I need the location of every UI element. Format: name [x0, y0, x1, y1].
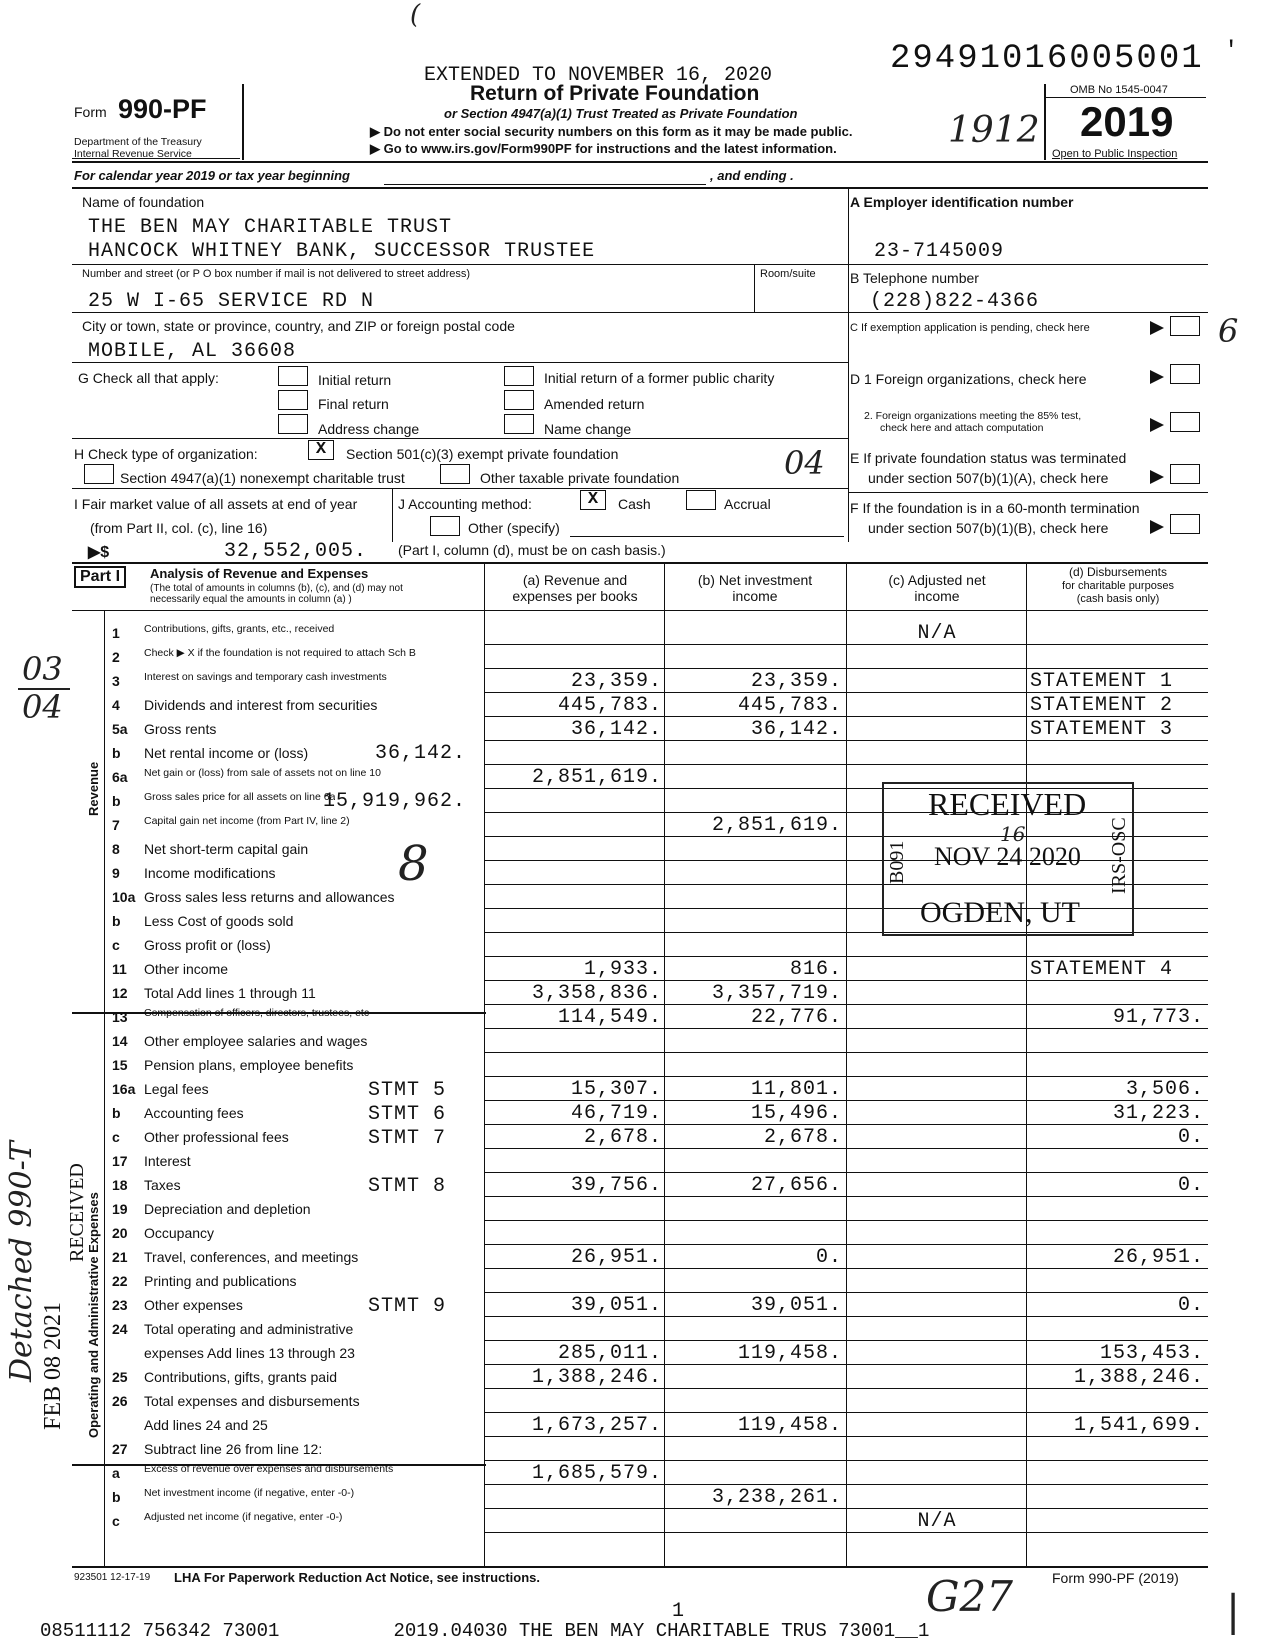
row-divider: [484, 740, 1208, 741]
line-label: Accounting fees: [144, 1105, 244, 1121]
line-number: 17: [112, 1153, 128, 1169]
line-label: Taxes: [144, 1177, 181, 1193]
line-label: Subtract line 26 from line 12:: [144, 1441, 323, 1457]
col-d-amount: 0.: [1177, 1294, 1204, 1317]
received-side-stamp: RECEIVED: [66, 1163, 88, 1262]
part-i-subtitle-1: (The total of amounts in columns (b), (c), and (d) may not: [150, 583, 403, 594]
col-b-amount: 0.: [815, 1246, 842, 1269]
extension-note: EXTENDED TO NOVEMBER 16, 2020: [424, 64, 773, 87]
city-label: City or town, state or province, country, and ZIP or foreign postal code: [82, 318, 515, 334]
col-b-amount: 816.: [789, 958, 842, 981]
4947-trust-checkbox[interactable]: [84, 464, 114, 484]
line-number: 25: [112, 1369, 128, 1385]
line-label: Check ▶ X if the foundation is not required to attach Sch B: [144, 647, 416, 659]
stamp-day: 16: [1000, 822, 1026, 846]
col-b-amount: 36,142.: [750, 718, 842, 741]
col-a-amount: 39,756.: [570, 1174, 662, 1197]
col-b-amount: 2,678.: [763, 1126, 842, 1149]
row-divider: [484, 1388, 1208, 1389]
row-divider: [484, 1484, 1208, 1485]
line-number: 9: [112, 865, 120, 881]
col-a-amount: 46,719.: [570, 1102, 662, 1125]
row-divider: [484, 1172, 1208, 1173]
col-a-amount: 1,685,579.: [531, 1462, 662, 1485]
col-d-amount: 153,453.: [1099, 1342, 1204, 1365]
row-divider: [484, 1532, 1208, 1533]
tax-year: 2019: [1080, 98, 1174, 145]
col-b-amount: 3,238,261.: [711, 1486, 842, 1509]
accrual-checkbox[interactable]: [686, 490, 716, 510]
line-number: 4: [112, 697, 120, 713]
i-label-b: (from Part II, col. (c), line 16): [90, 520, 268, 536]
stamp-right-code: IRS-OSC: [1108, 817, 1130, 894]
col-b-amount: 445,783.: [737, 694, 842, 717]
line-number: c: [112, 937, 120, 953]
dln-suffix: ': [1224, 38, 1239, 65]
f-label-a: F If the foundation is in a 60-month termination: [850, 500, 1140, 516]
street-address: 25 W I-65 SERVICE RD N: [88, 290, 375, 313]
line-label: Legal fees: [144, 1081, 209, 1097]
line-number: 21: [112, 1249, 128, 1265]
foundation-name-1: THE BEN MAY CHARITABLE TRUST: [88, 216, 453, 239]
dln-number: 29491016005001: [890, 40, 1204, 78]
line-label: Other expenses: [144, 1297, 243, 1313]
row-divider: [484, 1268, 1208, 1269]
form-title: Return of Private Foundation: [470, 82, 760, 105]
col-b-amount: 119,458.: [737, 1342, 842, 1365]
amended-return-checkbox[interactable]: [504, 390, 534, 410]
col-a-amount: 2,678.: [583, 1126, 662, 1149]
row-divider: [484, 1292, 1208, 1293]
line-label: Pension plans, employee benefits: [144, 1057, 354, 1073]
form-reference: Form 990-PF (2019): [1052, 1570, 1179, 1586]
statement-ref: STMT 6: [368, 1103, 447, 1126]
section-g-label: G Check all that apply:: [78, 370, 219, 386]
cash-basis-note: (Part I, column (d), must be on cash basis.): [398, 542, 666, 558]
filing-footer-line: 08511112 756342 73001 2019.04030 THE BEN MAY CHARITABLE TRUS 73001__1: [40, 1620, 930, 1642]
phone-label: B Telephone number: [850, 270, 979, 286]
line-number: 19: [112, 1201, 128, 1217]
line-number: 7: [112, 817, 120, 833]
col-d-amount: 1,388,246.: [1073, 1366, 1204, 1389]
line-number: 18: [112, 1177, 128, 1193]
amended-return-label: Amended return: [544, 396, 645, 412]
col-a-amount: 36,142.: [570, 718, 662, 741]
line-number: 26: [112, 1393, 128, 1409]
row-divider: [484, 1124, 1208, 1125]
inline-amount: 36,142.: [374, 742, 466, 765]
row-divider: [484, 1412, 1208, 1413]
address-change-checkbox[interactable]: [278, 414, 308, 434]
handwritten-1912: 1912: [948, 110, 1040, 151]
col-a-amount: 1,673,257.: [531, 1414, 662, 1437]
line-label: Interest on savings and temporary cash investments: [144, 671, 387, 683]
irs-label: Internal Revenue Service: [74, 148, 192, 160]
line-number: 14: [112, 1033, 128, 1049]
col-b-amount: 11,801.: [750, 1078, 842, 1101]
col-b-header: (b) Net investment income: [697, 572, 813, 604]
line-label: Contributions, gifts, grants, etc., received: [144, 623, 335, 635]
col-d-amount: 1,541,699.: [1073, 1414, 1204, 1437]
line-number: b: [112, 1489, 121, 1505]
col-c-header: (c) Adjusted net income: [888, 572, 986, 604]
row-divider: [484, 1148, 1208, 1149]
cash-label: Cash: [618, 496, 651, 512]
line-number: 2: [112, 649, 120, 665]
row-divider: [484, 764, 1208, 765]
line-label: Compensation of officers, directors, trustees, etc: [144, 1007, 370, 1019]
col-d-amount: STATEMENT 1: [1030, 670, 1174, 693]
line-label: Capital gain net income (from Part IV, line 2): [144, 815, 350, 827]
d2-label-a: 2. Foreign organizations meeting the 85% test,: [864, 410, 1082, 422]
accounting-method-label: J Accounting method:: [398, 496, 532, 512]
col-a-amount: 39,051.: [570, 1294, 662, 1317]
line-label: Total Add lines 1 through 11: [144, 985, 316, 1001]
foreign-85-checkbox[interactable]: [1170, 412, 1200, 432]
i-label-a: I Fair market value of all assets at end of year: [74, 496, 358, 512]
calendar-year-label: For calendar year 2019 or tax year beginning: [74, 168, 351, 183]
4947-trust-label: Section 4947(a)(1) nonexempt charitable trust: [120, 470, 405, 486]
statement-ref: STMT 9: [368, 1295, 447, 1318]
handwritten-03: 03: [22, 650, 63, 688]
form-subtitle: or Section 4947(a)(1) Trust Treated as Private Foundation: [444, 106, 798, 121]
fmv-arrow: ▶$: [88, 544, 110, 561]
exemption-pending-checkbox[interactable]: [1170, 316, 1200, 336]
col-b-amount: 3,357,719.: [711, 982, 842, 1005]
col-b-amount: 23,359.: [750, 670, 842, 693]
507b1b-checkbox[interactable]: [1170, 514, 1200, 534]
fmv-value: 32,552,005.: [224, 540, 368, 563]
line-label: Other income: [144, 961, 229, 977]
line-label: Depreciation and depletion: [144, 1201, 311, 1217]
final-return-checkbox[interactable]: [278, 390, 308, 410]
line-label: Gross rents: [144, 721, 217, 737]
inline-amount: 15,919,962.: [322, 790, 466, 813]
row-divider: [484, 1196, 1208, 1197]
line-number: 16a: [112, 1081, 136, 1097]
col-a-header: (a) Revenue and expenses per books: [512, 572, 638, 604]
other-taxable-checkbox[interactable]: [440, 464, 470, 484]
line-label: Dividends and interest from securities: [144, 697, 378, 713]
initial-former-checkbox[interactable]: [504, 366, 534, 386]
row-divider: [484, 1004, 1208, 1005]
f-label-b: under section 507(b)(1)(B), check here: [868, 520, 1109, 536]
address-change-label: Address change: [318, 421, 420, 437]
handwritten-6: 6: [1218, 312, 1239, 350]
foundation-name-label: Name of foundation: [82, 194, 205, 210]
name-change-label: Name change: [544, 421, 632, 437]
row-divider: [484, 1244, 1208, 1245]
col-c-amount: N/A: [917, 1510, 957, 1533]
line-label: Excess of revenue over expenses and disbursements: [144, 1463, 394, 1475]
line-label: Total expenses and disbursements: [144, 1393, 360, 1409]
line-number: 22: [112, 1273, 128, 1289]
part-i-title: Analysis of Revenue and Expenses: [150, 566, 369, 581]
treasury-dept: Department of the Treasury: [74, 136, 202, 148]
line-label: Printing and publications: [144, 1273, 297, 1289]
col-d-amount: 0.: [1177, 1126, 1204, 1149]
line-number: 24: [112, 1321, 128, 1337]
handwritten-8: 8: [398, 836, 429, 892]
room-suite-label: Room/suite: [760, 268, 816, 280]
omb-number: OMB No 1545-0047: [1070, 84, 1168, 96]
row-divider: [484, 956, 1208, 957]
expenses-side-label: Operating and Administrative Expenses: [86, 1192, 101, 1438]
received-date-stamp: FEB 08 2021: [40, 1301, 66, 1430]
col-a-amount: 3,358,836.: [531, 982, 662, 1005]
col-a-amount: 1,388,246.: [531, 1366, 662, 1389]
line-number: 20: [112, 1225, 128, 1241]
line-number: 3: [112, 673, 120, 689]
line-number: 13: [112, 1009, 128, 1025]
col-d-amount: 91,773.: [1112, 1006, 1204, 1029]
initial-former-label: Initial return of a former public charity: [544, 370, 775, 386]
foreign-org-checkbox[interactable]: [1170, 364, 1200, 384]
street-label: Number and street (or P O box number if mail is not delivered to street address): [82, 268, 471, 280]
col-b-amount: 27,656.: [750, 1174, 842, 1197]
col-b-amount: 22,776.: [750, 1006, 842, 1029]
ssn-notice: ▶ Do not enter social security numbers on this form as it may be made public.: [370, 124, 853, 139]
col-d-header: (d) Disbursements for charitable purposes (cash basis only): [1062, 565, 1174, 605]
received-stamp: [882, 782, 1134, 936]
col-d-amount: 31,223.: [1112, 1102, 1204, 1125]
row-divider: [484, 1076, 1208, 1077]
initial-return-checkbox[interactable]: [278, 366, 308, 386]
col-d-amount: 26,951.: [1112, 1246, 1204, 1269]
row-divider: [484, 1460, 1208, 1461]
line-label: expenses Add lines 13 through 23: [144, 1345, 355, 1361]
col-d-amount: 3,506.: [1125, 1078, 1204, 1101]
line-label: Net short-term capital gain: [144, 841, 309, 857]
stamp-date: NOV 24 2020: [934, 842, 1081, 871]
row-divider: [484, 1364, 1208, 1365]
col-b-amount: 39,051.: [750, 1294, 842, 1317]
507b1a-checkbox[interactable]: [1170, 464, 1200, 484]
handwritten-04: 04: [784, 444, 825, 482]
col-b-amount: 2,851,619.: [711, 814, 842, 837]
other-method-checkbox[interactable]: [430, 516, 460, 536]
row-divider: [484, 980, 1208, 981]
col-a-amount: 285,011.: [557, 1342, 662, 1365]
line-label: Adjusted net income (if negative, enter -0-): [144, 1511, 343, 1523]
and-ending-label: , and ending .: [710, 168, 794, 183]
city-state-zip: MOBILE, AL 36608: [88, 340, 297, 363]
501c3-checkbox[interactable]: X: [308, 440, 334, 460]
col-d-amount: STATEMENT 3: [1030, 718, 1174, 741]
stamp-received: RECEIVED: [928, 786, 1087, 822]
line-label: Add lines 24 and 25: [144, 1417, 268, 1433]
phone-value: (228)822-4366: [870, 290, 1040, 313]
line-number: a: [112, 1465, 120, 1481]
line-label: Less Cost of goods sold: [144, 913, 294, 929]
col-d-amount: STATEMENT 4: [1030, 958, 1174, 981]
accrual-label: Accrual: [724, 496, 771, 512]
row-divider: [484, 716, 1208, 717]
col-a-amount: 2,851,619.: [531, 766, 662, 789]
cash-checkbox[interactable]: X: [580, 490, 606, 510]
statement-ref: STMT 5: [368, 1079, 447, 1102]
line-label: Net investment income (if negative, enter -0-): [144, 1487, 355, 1499]
col-a-amount: 1,933.: [583, 958, 662, 981]
e-label-a: E If private foundation status was terminated: [850, 450, 1127, 466]
part-i-subtitle-2: necessarily equal the amounts in column (a) ): [150, 594, 352, 605]
line-number: b: [112, 745, 121, 761]
line-number: 1: [112, 625, 120, 641]
line-number: 6a: [112, 769, 128, 785]
part-i-badge: Part I: [74, 566, 126, 588]
line-number: 10a: [112, 889, 136, 905]
501c3-label: Section 501(c)(3) exempt private foundation: [346, 446, 619, 462]
line-number: 27: [112, 1441, 128, 1457]
col-a-amount: 445,783.: [557, 694, 662, 717]
handwritten-04-side: 04: [22, 688, 63, 726]
row-divider: [484, 692, 1208, 693]
row-divider: [484, 1052, 1208, 1053]
form-label: Form: [74, 104, 107, 120]
line-number: b: [112, 793, 121, 809]
row-divider: [484, 1316, 1208, 1317]
paperwork-notice: LHA For Paperwork Reduction Act Notice, see instructions.: [174, 1570, 540, 1585]
detached-990t-note: Detached 990-T: [4, 1141, 39, 1382]
other-taxable-label: Other taxable private foundation: [480, 470, 680, 486]
line-label: Interest: [144, 1153, 191, 1169]
col-a-amount: 26,951.: [570, 1246, 662, 1269]
line-label: Occupancy: [144, 1225, 215, 1241]
form-code: 923501 12-17-19: [74, 1572, 151, 1583]
line-label: Net rental income or (loss): [144, 745, 309, 761]
col-a-amount: 23,359.: [570, 670, 662, 693]
col-c-amount: N/A: [917, 622, 957, 645]
line-label: Other employee salaries and wages: [144, 1033, 368, 1049]
d2-label-b: check here and attach computation: [880, 422, 1044, 434]
line-number: 23: [112, 1297, 128, 1313]
name-change-checkbox[interactable]: [504, 414, 534, 434]
corner-mark: (: [410, 0, 421, 30]
stamp-city: OGDEN, UT: [920, 896, 1080, 929]
line-label: Gross sales price for all assets on line 6a: [144, 791, 336, 803]
revenue-side-label: Revenue: [86, 761, 101, 816]
line-number: 15: [112, 1057, 128, 1073]
e-label-b: under section 507(b)(1)(A), check here: [868, 470, 1109, 486]
ein-value: 23-7145009: [874, 240, 1005, 263]
line-label: Travel, conferences, and meetings: [144, 1249, 359, 1265]
irs-url-notice: ▶ Go to www.irs.gov/Form990PF for instructions and the latest information.: [370, 141, 837, 156]
line-number: b: [112, 913, 121, 929]
col-b-amount: 15,496.: [750, 1102, 842, 1125]
handwritten-627: G27: [926, 1572, 1013, 1621]
line-number: c: [112, 1513, 120, 1529]
ein-label: A Employer identification number: [850, 194, 1074, 210]
stamp-left-code: B091: [886, 840, 908, 884]
exemption-pending-label: C If exemption application is pending, check here: [850, 322, 1090, 334]
line-label: Total operating and administrative: [144, 1321, 354, 1337]
line-label: Contributions, gifts, grants paid: [144, 1369, 337, 1385]
form-number: 990-PF: [118, 94, 207, 124]
section-h-label: H Check type of organization:: [74, 446, 258, 462]
foundation-name-2: HANCOCK WHITNEY BANK, SUCCESSOR TRUSTEE: [88, 240, 596, 263]
col-d-amount: 0.: [1177, 1174, 1204, 1197]
col-b-amount: 119,458.: [737, 1414, 842, 1437]
col-d-amount: STATEMENT 2: [1030, 694, 1174, 717]
statement-ref: STMT 7: [368, 1127, 447, 1150]
line-label: Other professional fees: [144, 1129, 289, 1145]
col-a-amount: 15,307.: [570, 1078, 662, 1101]
row-divider: [484, 1508, 1208, 1509]
row-divider: [484, 1340, 1208, 1341]
row-divider: [484, 668, 1208, 669]
line-label: Gross profit or (loss): [144, 937, 271, 953]
final-return-label: Final return: [318, 396, 389, 412]
line-label: Net gain or (loss) from sale of assets not on line 10: [144, 767, 381, 779]
row-divider: [484, 644, 1208, 645]
statement-ref: STMT 8: [368, 1175, 447, 1198]
line-label: Income modifications: [144, 865, 276, 881]
line-number: b: [112, 1105, 121, 1121]
row-divider: [484, 1028, 1208, 1029]
line-number: 11: [112, 961, 127, 977]
line-number: 8: [112, 841, 120, 857]
d1-label: D 1 Foreign organizations, check here: [850, 371, 1087, 387]
line-number: 5a: [112, 721, 128, 737]
line-number: 12: [112, 985, 128, 1001]
col-a-amount: 114,549.: [557, 1006, 662, 1029]
line-label: Gross sales less returns and allowances: [144, 889, 395, 905]
row-divider: [484, 1100, 1208, 1101]
handwritten-bar: |: [1226, 1586, 1241, 1635]
page-number: 1: [672, 1600, 685, 1623]
row-divider: [484, 1220, 1208, 1221]
line-number: c: [112, 1129, 120, 1145]
row-divider: [484, 1436, 1208, 1437]
open-public-inspection: Open to Public Inspection: [1052, 148, 1178, 160]
initial-return-label: Initial return: [318, 372, 392, 388]
other-method-label: Other (specify): [468, 520, 560, 536]
